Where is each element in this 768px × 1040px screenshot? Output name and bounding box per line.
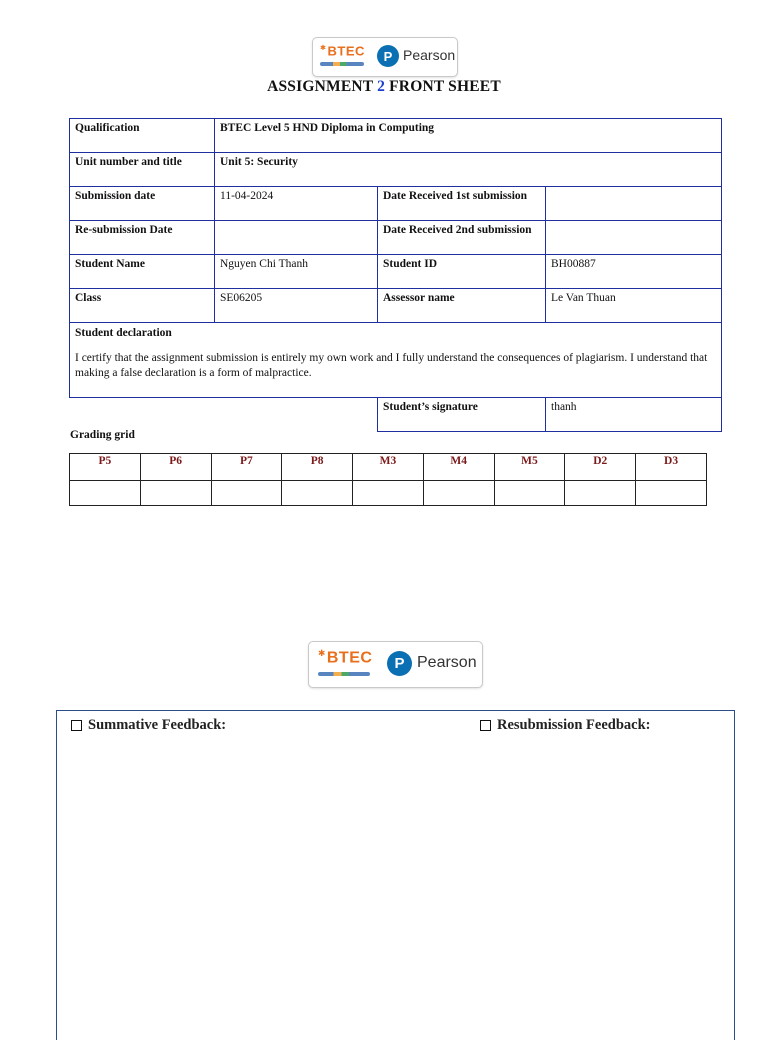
- logo-banner-bottom: [308, 641, 483, 688]
- logo-banner-top: [312, 37, 458, 77]
- class-value: SE06205: [215, 289, 378, 323]
- resubmission-feedback-label: Resubmission Feedback:: [497, 717, 651, 733]
- criterion-p8: P8: [282, 454, 353, 481]
- pearson-logo-word: Pearson: [403, 47, 456, 63]
- resubmission-feedback-checkbox[interactable]: [480, 720, 491, 731]
- assignment-number: 2: [377, 78, 386, 95]
- grading-criteria-row: [70, 454, 707, 481]
- resubmission-date-value: [215, 221, 378, 255]
- unit-value: Unit 5: Security: [215, 153, 722, 187]
- signature-label: Student’s signature: [378, 398, 546, 432]
- criterion-d3: D3: [636, 454, 707, 481]
- declaration-text: I certify that the assignment submission is entirely my own work and I fully understand the consequences of plagiarism. I understand that making a false declaration is a form of malpractice.: [75, 352, 708, 379]
- student-id-value: BH00887: [546, 255, 722, 289]
- criterion-p7: P7: [211, 454, 282, 481]
- grade-cell-d3: [636, 481, 707, 506]
- grade-cell-m4: [423, 481, 494, 506]
- student-row: [70, 255, 722, 289]
- class-label: Class: [70, 289, 215, 323]
- criterion-m4: M4: [423, 454, 494, 481]
- received-2nd-label: Date Received 2nd submission: [378, 221, 546, 255]
- feedback-box: [56, 710, 735, 1040]
- grade-cell-m3: [353, 481, 424, 506]
- unit-row: [70, 153, 722, 187]
- grade-cell-p6: [140, 481, 211, 506]
- class-row: [70, 289, 722, 323]
- submission-date-row: [70, 187, 722, 221]
- pearson-logo-word: Pearson: [417, 654, 477, 671]
- summative-feedback-option[interactable]: [71, 717, 226, 734]
- student-name-label: Student Name: [70, 255, 215, 289]
- summative-feedback-label: Summative Feedback:: [88, 717, 227, 733]
- qualification-row: [70, 119, 722, 153]
- grade-cell-p8: [282, 481, 353, 506]
- btec-logo-partner-strip: [318, 672, 370, 676]
- assignment-info-table: [69, 118, 722, 432]
- criterion-m5: M5: [494, 454, 565, 481]
- btec-logo: ✱BTEC: [318, 648, 373, 667]
- received-1st-value: [546, 187, 722, 221]
- pearson-logo-mark: P: [377, 45, 399, 67]
- criterion-d2: D2: [565, 454, 636, 481]
- signature-value: thanh: [546, 398, 722, 432]
- qualification-value: BTEC Level 5 HND Diploma in Computing: [215, 119, 722, 153]
- declaration-row: [70, 323, 722, 398]
- grading-grid-label: Grading grid: [70, 429, 135, 441]
- grade-cell-p5: [70, 481, 141, 506]
- pearson-logo-mark: P: [387, 651, 412, 676]
- qualification-label: Qualification: [70, 119, 215, 153]
- page-title: ASSIGNMENT 2 FRONT SHEET: [267, 78, 501, 95]
- grading-grid-table: [69, 453, 707, 506]
- grading-result-row: [70, 481, 707, 506]
- resubmission-feedback-option[interactable]: [480, 717, 650, 734]
- received-1st-label: Date Received 1st submission: [378, 187, 546, 221]
- criterion-p6: P6: [140, 454, 211, 481]
- criterion-m3: M3: [353, 454, 424, 481]
- declaration-title: Student declaration: [75, 327, 172, 339]
- student-id-label: Student ID: [378, 255, 546, 289]
- received-2nd-value: [546, 221, 722, 255]
- resubmission-date-label: Re-submission Date: [70, 221, 215, 255]
- submission-date-value: 11-04-2024: [215, 187, 378, 221]
- grade-cell-m5: [494, 481, 565, 506]
- criterion-p5: P5: [70, 454, 141, 481]
- unit-label: Unit number and title: [70, 153, 215, 187]
- btec-logo: ✱BTEC: [320, 43, 365, 59]
- btec-logo-partner-strip: [320, 62, 364, 66]
- signature-row: [70, 398, 722, 432]
- student-declaration: [70, 323, 722, 398]
- grade-cell-p7: [211, 481, 282, 506]
- student-name-value: Nguyen Chi Thanh: [215, 255, 378, 289]
- resubmission-row: [70, 221, 722, 255]
- summative-feedback-checkbox[interactable]: [71, 720, 82, 731]
- assessor-value: Le Van Thuan: [546, 289, 722, 323]
- assessor-label: Assessor name: [378, 289, 546, 323]
- grade-cell-d2: [565, 481, 636, 506]
- submission-date-label: Submission date: [70, 187, 215, 221]
